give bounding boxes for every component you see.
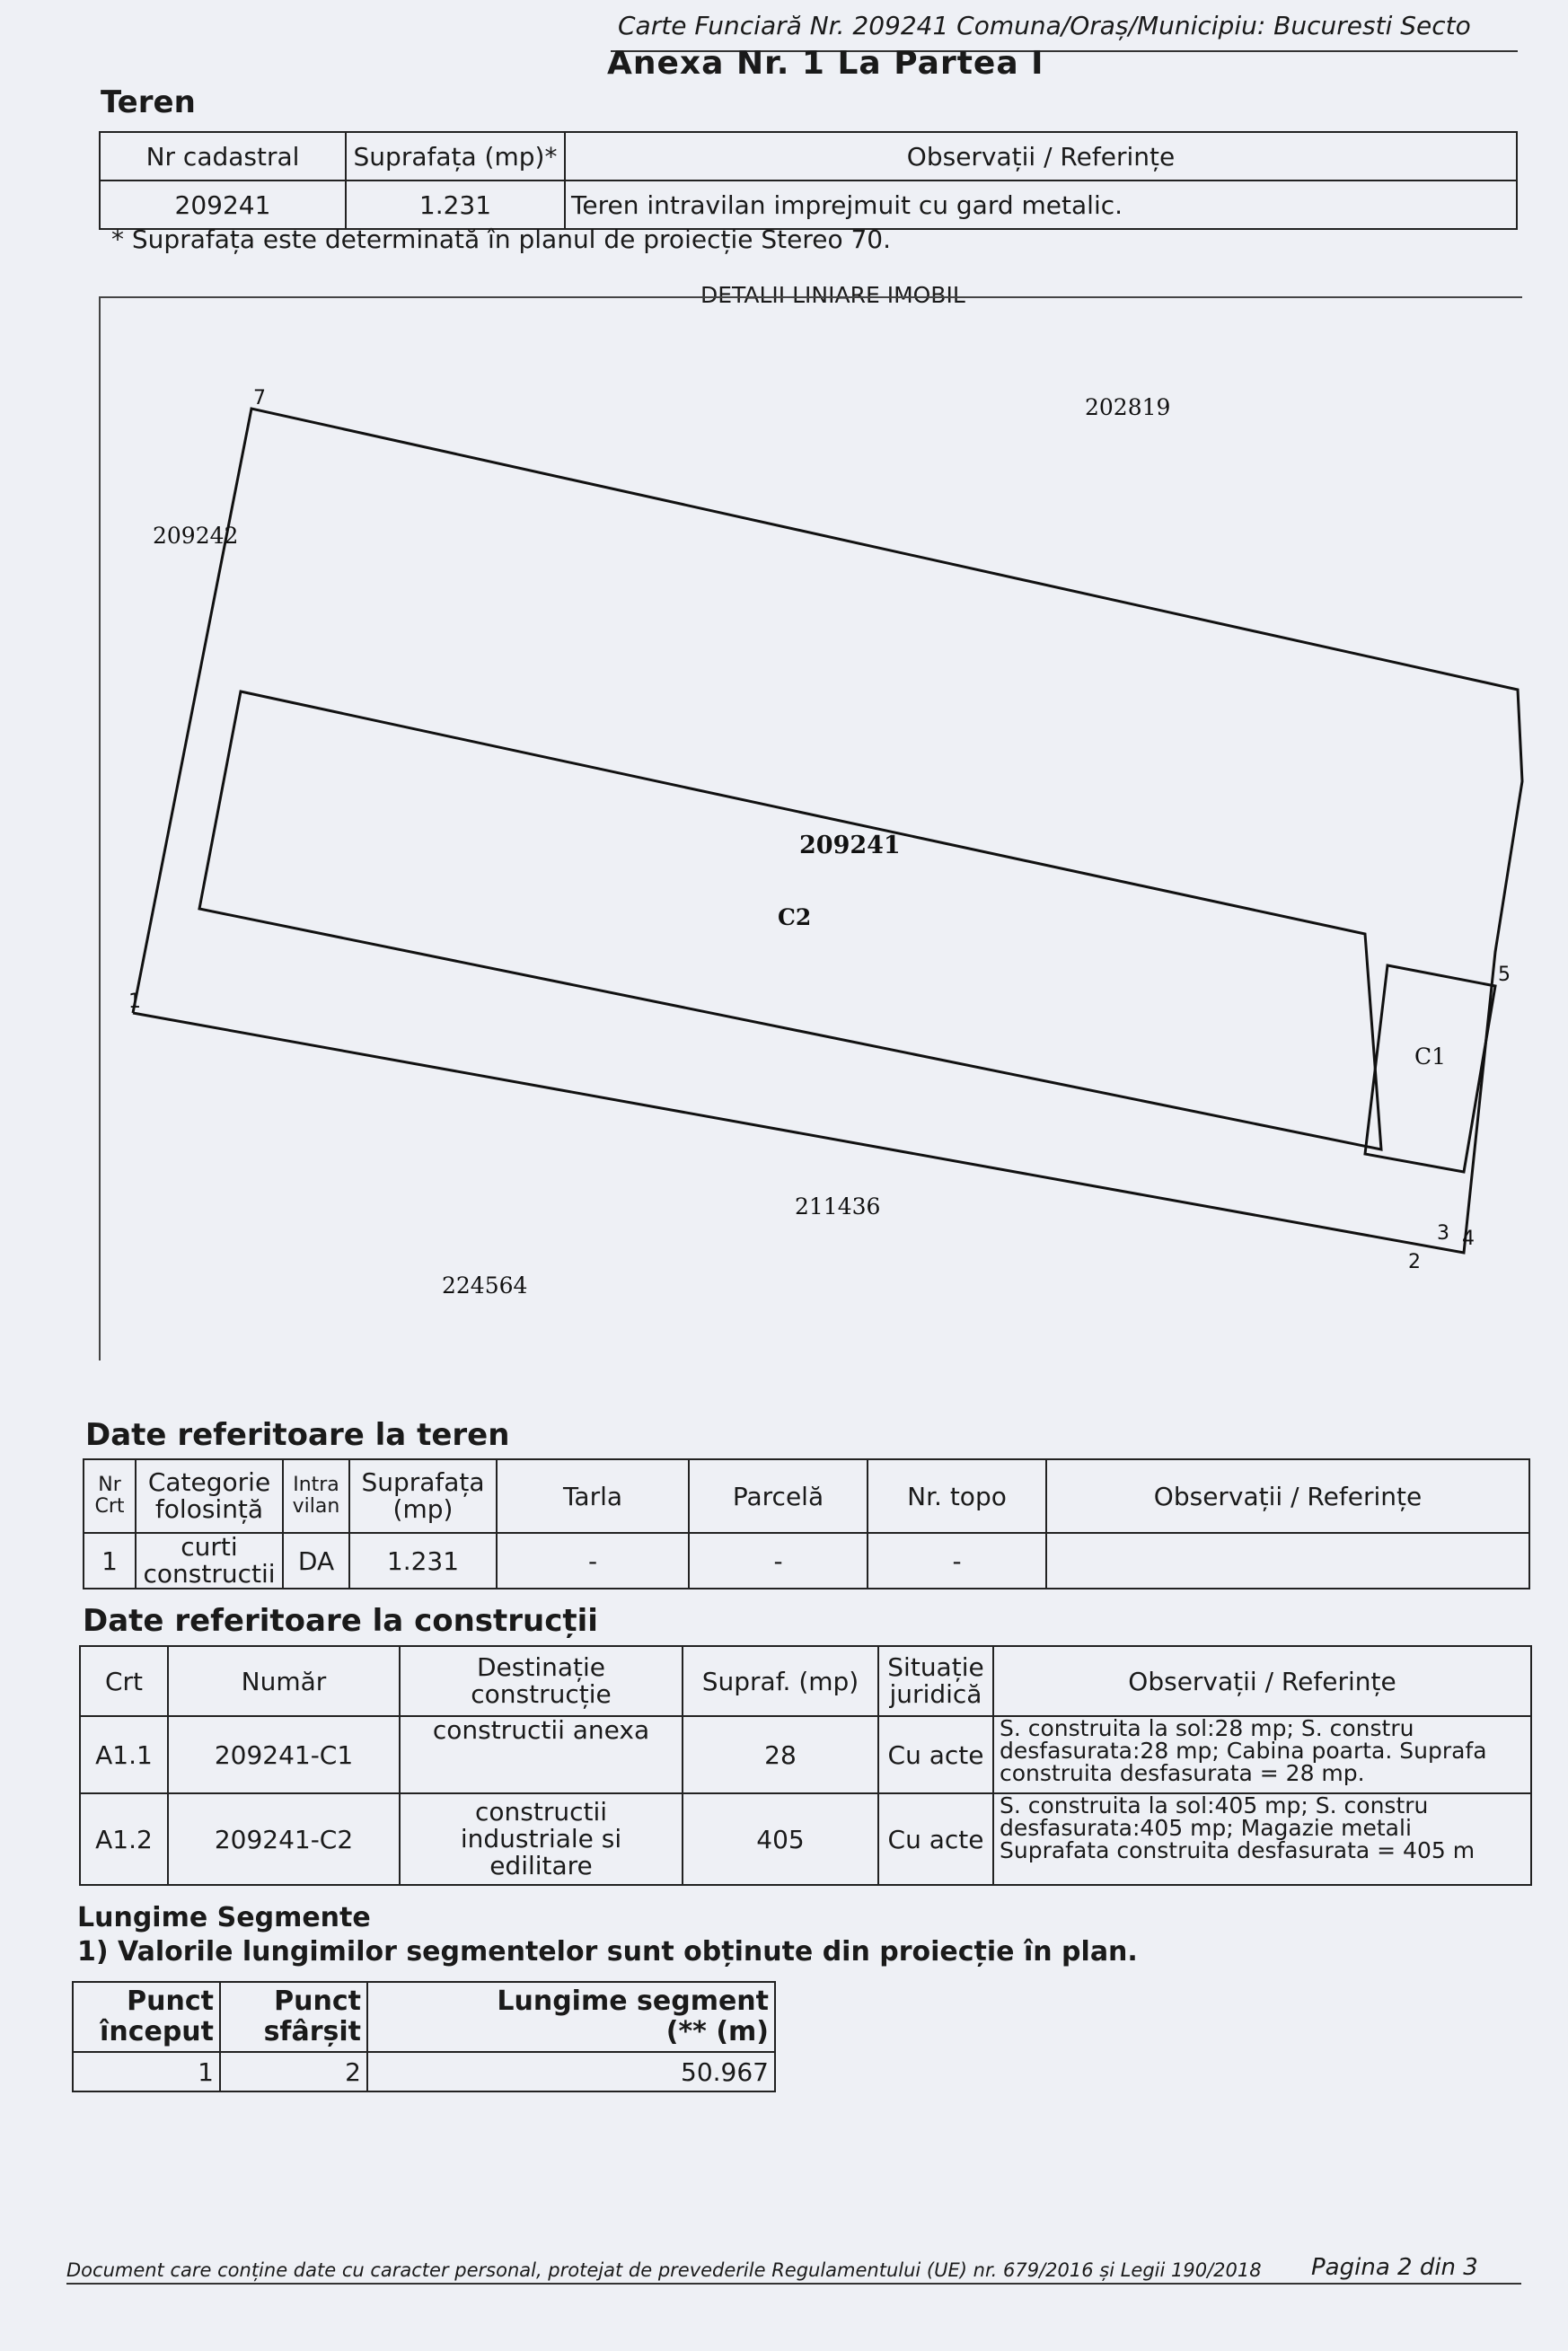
date-constructii-table bbox=[79, 1645, 1532, 1886]
label-building-c2: C2 bbox=[778, 904, 812, 930]
cell-parcela: - bbox=[689, 1533, 868, 1589]
obs-line: S. construita la sol:405 mp; S. constru bbox=[1000, 1793, 1429, 1818]
col-situatie: Situație juridică bbox=[878, 1646, 993, 1716]
point-7: 7 bbox=[253, 387, 266, 409]
label-parcel-west: 209242 bbox=[153, 523, 239, 549]
lungime-note: 1) Valorile lungimilor segmentelor sunt obținute din proiecție în plan. bbox=[77, 1936, 1138, 1968]
footer-disclaimer: Document care conține date cu caracter personal, protejat de prevederile Regulamentului (UE) nr. 679/2016 și Legii 190/2018 bbox=[66, 2259, 1262, 2281]
footer-divider bbox=[66, 2283, 1521, 2285]
col-punct-inceput: Punct început bbox=[73, 1982, 220, 2052]
cell-numar: 209241-C1 bbox=[168, 1716, 400, 1793]
cell-destinatie: constructii industriale si edilitare bbox=[400, 1793, 683, 1885]
obs-line: S. construita la sol:28 mp; S. constru bbox=[1000, 1716, 1414, 1741]
cell-crt: A1.1 bbox=[80, 1716, 168, 1793]
cell-nr-topo: - bbox=[868, 1533, 1046, 1589]
obs-line: desfasurata:405 mp; Magazie metali bbox=[1000, 1815, 1412, 1841]
col-lungime-label: Lungime segment bbox=[497, 1986, 769, 2017]
col-nr-topo: Nr. topo bbox=[868, 1459, 1046, 1533]
col-destinatie: Destinație construcție bbox=[400, 1646, 683, 1716]
cell-supraf: 405 bbox=[683, 1793, 878, 1885]
col-lungime-unit: (** (m) bbox=[665, 2016, 769, 2047]
lungime-table bbox=[72, 1981, 776, 2092]
point-2: 2 bbox=[1408, 1251, 1421, 1273]
date-teren-table bbox=[83, 1458, 1530, 1589]
parcel-outline bbox=[133, 409, 1522, 1253]
date-constructii-title: Date referitoare la construcții bbox=[83, 1603, 598, 1639]
cell-nr-crt: 1 bbox=[84, 1533, 136, 1589]
obs-line: construita desfasurata = 28 mp. bbox=[1000, 1760, 1365, 1786]
col-categorie: Categorie folosință bbox=[136, 1459, 283, 1533]
cell-observatii-constructii bbox=[993, 1716, 1531, 1793]
col-crt: Crt bbox=[80, 1646, 168, 1716]
point-1: 1 bbox=[128, 991, 141, 1013]
label-parcel-south: 211436 bbox=[795, 1193, 881, 1220]
carte-funciara-header: Carte Funciară Nr. 209241 Comuna/Oraș/Municipiu: Bucuresti Secto bbox=[618, 11, 1471, 40]
page-number: Pagina 2 din 3 bbox=[1311, 2254, 1478, 2281]
point-4: 4 bbox=[1462, 1228, 1475, 1250]
cell-crt: A1.2 bbox=[80, 1793, 168, 1885]
obs-line: desfasurata:28 mp; Cabina poarta. Suprafa bbox=[1000, 1738, 1487, 1764]
col-numar: Număr bbox=[168, 1646, 400, 1716]
label-parcel-north: 202819 bbox=[1085, 394, 1171, 420]
cell-suprafata: 1.231 bbox=[346, 181, 565, 229]
col-tarla: Tarla bbox=[497, 1459, 689, 1533]
cell-lungime: 50.967 bbox=[367, 2052, 775, 2091]
col-suprafata: Suprafața (mp)* bbox=[346, 132, 565, 181]
table-row bbox=[80, 1793, 1531, 1885]
table-row bbox=[80, 1716, 1531, 1793]
col-observatii-constructii: Observații / Referințe bbox=[993, 1646, 1531, 1716]
col-observatii-teren: Observații / Referințe bbox=[1046, 1459, 1529, 1533]
cell-destinatie: constructii anexa bbox=[400, 1716, 683, 1793]
cell-situatie: Cu acte bbox=[878, 1793, 993, 1885]
col-suprafata-teren: Suprafața (mp) bbox=[349, 1459, 497, 1533]
plan-title: DETALII LINIARE IMOBIL bbox=[700, 282, 965, 308]
cell-numar: 209241-C2 bbox=[168, 1793, 400, 1885]
cell-categorie: curti constructii bbox=[136, 1533, 283, 1589]
col-parcela: Parcelă bbox=[689, 1459, 868, 1533]
col-supraf: Supraf. (mp) bbox=[683, 1646, 878, 1716]
cell-situatie: Cu acte bbox=[878, 1716, 993, 1793]
teren-title: Teren bbox=[101, 84, 196, 120]
label-building-c1: C1 bbox=[1414, 1043, 1447, 1070]
cell-supraf: 28 bbox=[683, 1716, 878, 1793]
col-intravilan: Intra vilan bbox=[283, 1459, 349, 1533]
cell-tarla: - bbox=[497, 1533, 689, 1589]
cell-suprafata-teren: 1.231 bbox=[349, 1533, 497, 1589]
obs-line: Suprafata construita desfasurata = 405 m bbox=[1000, 1837, 1476, 1863]
cell-intravilan: DA bbox=[283, 1533, 349, 1589]
col-nr-cadastral: Nr cadastral bbox=[100, 132, 346, 181]
cell-observatii-constructii bbox=[993, 1793, 1531, 1885]
cell-punct-inceput: 1 bbox=[73, 2052, 220, 2091]
col-observatii: Observații / Referințe bbox=[565, 132, 1517, 181]
cell-observatii-teren bbox=[1046, 1533, 1529, 1589]
lungime-title: Lungime Segmente bbox=[77, 1902, 371, 1933]
cell-nr-cadastral: 209241 bbox=[100, 181, 346, 229]
col-lungime-segment bbox=[367, 1982, 775, 2052]
col-nr-crt: Nr Crt bbox=[84, 1459, 136, 1533]
cell-observatii: Teren intravilan imprejmuit cu gard metalic. bbox=[565, 181, 1517, 229]
date-teren-title: Date referitoare la teren bbox=[85, 1417, 510, 1453]
cell-punct-sfarsit: 2 bbox=[220, 2052, 367, 2091]
point-3: 3 bbox=[1437, 1222, 1449, 1245]
point-5: 5 bbox=[1498, 964, 1511, 986]
stereo-note: * Suprafața este determinată în planul de proiecție Stereo 70. bbox=[111, 225, 892, 254]
col-punct-sfarsit: Punct sfârșit bbox=[220, 1982, 367, 2052]
label-parcel-main: 209241 bbox=[799, 832, 901, 859]
label-parcel-southwest: 224564 bbox=[442, 1272, 528, 1299]
anexa-title: Anexa Nr. 1 La Partea I bbox=[607, 45, 1044, 82]
